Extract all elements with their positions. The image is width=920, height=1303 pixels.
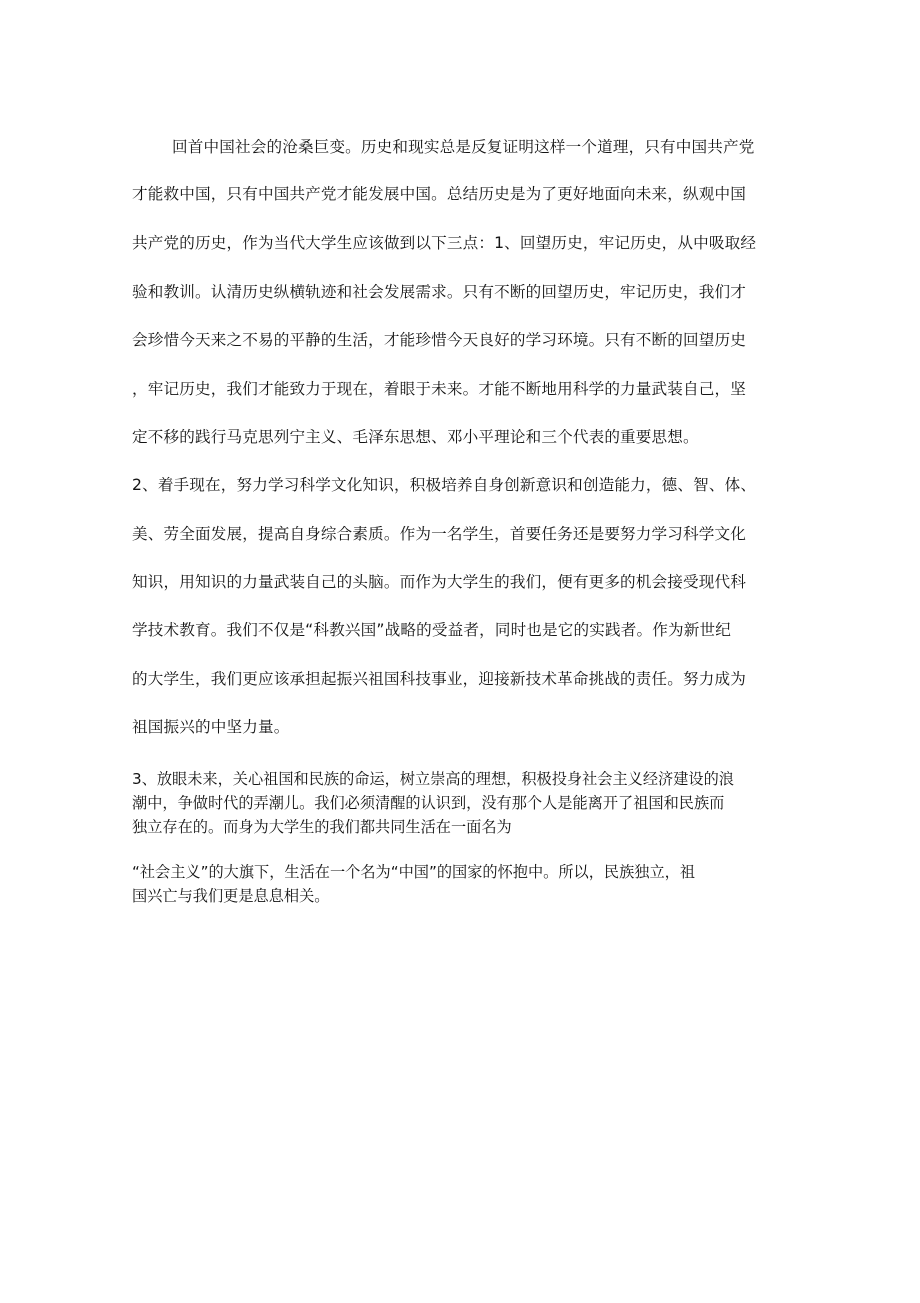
paragraph-line: 3、放眼未来，关心祖国和民族的命运，树立崇高的理想，积极投身社会主义经济建设的浪: [132, 770, 734, 788]
paragraph-line: “社会主义”的大旗下，生活在一个名为“中国”的国家的怀抱中。所以，民族独立，祖: [132, 863, 696, 881]
paragraph-line: 的大学生，我们更应该承担起振兴祖国科技事业，迎接新技术革命挑战的责任。努力成为: [132, 670, 747, 688]
paragraph-line: 美、劳全面发展，提高自身综合素质。作为一名学生，首要任务还是要努力学习科学文化: [132, 525, 747, 543]
paragraph-line: 祖国振兴的中坚力量。: [132, 718, 290, 736]
paragraph-line: 潮中，争做时代的弄潮儿。我们必须清醒的认识到，没有那个人是能离开了祖国和民族而: [132, 794, 725, 812]
paragraph-line: 共产党的历史，作为当代大学生应该做到以下三点：1、回望历史，牢记历史，从中吸取经: [132, 234, 757, 252]
paragraph-line: 知识，用知识的力量武装自己的头脑。而作为大学生的我们，便有更多的机会接受现代科: [132, 573, 747, 591]
paragraph-line: 学技术教育。我们不仅是“科教兴国”战略的受益者，同时也是它的实践者。作为新世纪: [132, 621, 731, 639]
paragraph-line: 定不移的践行马克思列宁主义、毛泽东思想、邓小平理论和三个代表的重要思想。: [132, 428, 699, 446]
paragraph-line: 独立存在的。而身为大学生的我们都共同生活在一面名为: [132, 818, 512, 836]
paragraph-line: 国兴亡与我们更是息息相关。: [132, 887, 330, 905]
paragraph-line: 才能救中国，只有中国共产党才能发展中国。总结历史是为了更好地面向未来，纵观中国: [132, 185, 747, 203]
paragraph-line: 验和教训。认清历史纵横轨迹和社会发展需求。只有不断的回望历史，牢记历史，我们才: [132, 283, 747, 301]
paragraph-line: ，牢记历史，我们才能致力于现在，着眼于未来。才能不断地用科学的力量武装自己，坚: [132, 380, 747, 398]
paragraph-line: 回首中国社会的沧桑巨变。历史和现实总是反复证明这样一个道理，只有中国共产党: [172, 138, 755, 156]
paragraph-line: 2、着手现在，努力学习科学文化知识，积极培养自身创新意识和创造能力，德、智、体、: [132, 476, 757, 494]
paragraph-line: 会珍惜今天来之不易的平静的生活，才能珍惜今天良好的学习环境。只有不断的回望历史: [132, 331, 747, 349]
